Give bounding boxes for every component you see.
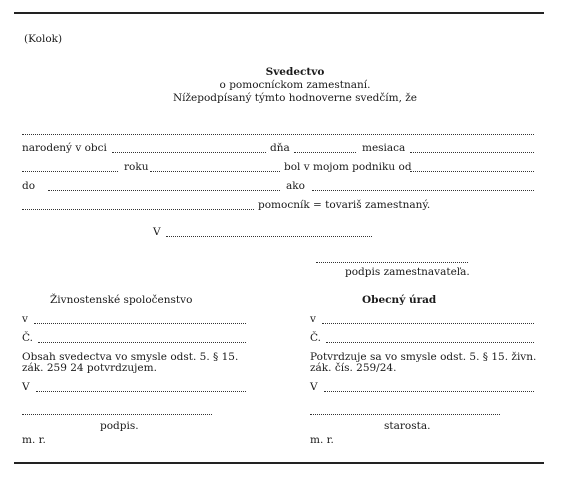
right-place-label: V [310, 381, 318, 393]
bottom-rule [14, 462, 544, 464]
document-subtitle: o pomocníckom zamestnaní. [219, 79, 371, 91]
employed-label: bol v mojom podniku od [284, 161, 412, 173]
left-number-blank[interactable] [38, 342, 246, 343]
left-text-line1: Obsah svedectva vo smysle odst. 5. § 15. [22, 351, 239, 363]
until-label: do [22, 180, 36, 192]
right-place-blank[interactable] [324, 391, 534, 392]
year-blank[interactable] [150, 171, 280, 172]
born-in-label: narodený v obci [22, 142, 107, 154]
right-text-line2: zák. čís. 259/24. [310, 362, 397, 374]
born-in-blank[interactable] [112, 152, 266, 153]
municipal-office-heading: Obecný úrad [362, 294, 437, 306]
left-signature-blank[interactable] [22, 414, 212, 415]
role-label: pomocník = tovariš zamestnaný. [258, 199, 431, 211]
right-v-label: v [310, 313, 316, 325]
declaration-line: Nížepodpísaný týmto hodnoverne svedčím, že [172, 92, 418, 104]
left-place-blank[interactable] [36, 391, 246, 392]
left-number-label: Č. [22, 332, 33, 344]
employer-signature-blank[interactable] [316, 262, 468, 263]
day-blank[interactable] [294, 152, 356, 153]
left-signature-label: podpis. [100, 420, 139, 432]
trade-guild-heading: Živnostenské spoločenstvo [50, 294, 193, 306]
name-blank[interactable] [22, 134, 534, 135]
until-blank[interactable] [48, 190, 280, 191]
as-label: ako [286, 180, 305, 192]
left-place-label: V [22, 381, 30, 393]
day-label: dňa [270, 142, 290, 154]
left-v-label: v [22, 313, 28, 325]
right-number-blank[interactable] [326, 342, 534, 343]
left-mr-label: m. r. [22, 434, 46, 446]
right-signature-label: starosta. [384, 420, 431, 432]
stamp-label: (Kolok) [24, 33, 63, 45]
right-signature-blank[interactable] [310, 414, 500, 415]
right-mr-label: m. r. [310, 434, 334, 446]
right-v-blank[interactable] [322, 323, 534, 324]
left-v-blank[interactable] [34, 323, 246, 324]
right-text-line1: Potvrdzuje sa vo smysle odst. 5. § 15. živn. [310, 351, 537, 363]
employed-from-blank[interactable] [410, 171, 534, 172]
month-label: mesiaca [362, 142, 406, 154]
top-rule [14, 12, 544, 14]
right-number-label: Č. [310, 332, 321, 344]
as-blank[interactable] [312, 190, 534, 191]
year-label: roku [124, 161, 149, 173]
place-blank[interactable] [166, 236, 372, 237]
document-title: Svedectvo [265, 66, 325, 78]
pre-year-blank[interactable] [22, 171, 118, 172]
left-text-line2: zák. 259 24 potvrdzujem. [22, 362, 157, 374]
place-label: V [153, 226, 161, 238]
employer-signature-label: podpis zamestnavateľa. [345, 266, 470, 278]
role-blank[interactable] [22, 209, 254, 210]
month-blank[interactable] [410, 152, 534, 153]
